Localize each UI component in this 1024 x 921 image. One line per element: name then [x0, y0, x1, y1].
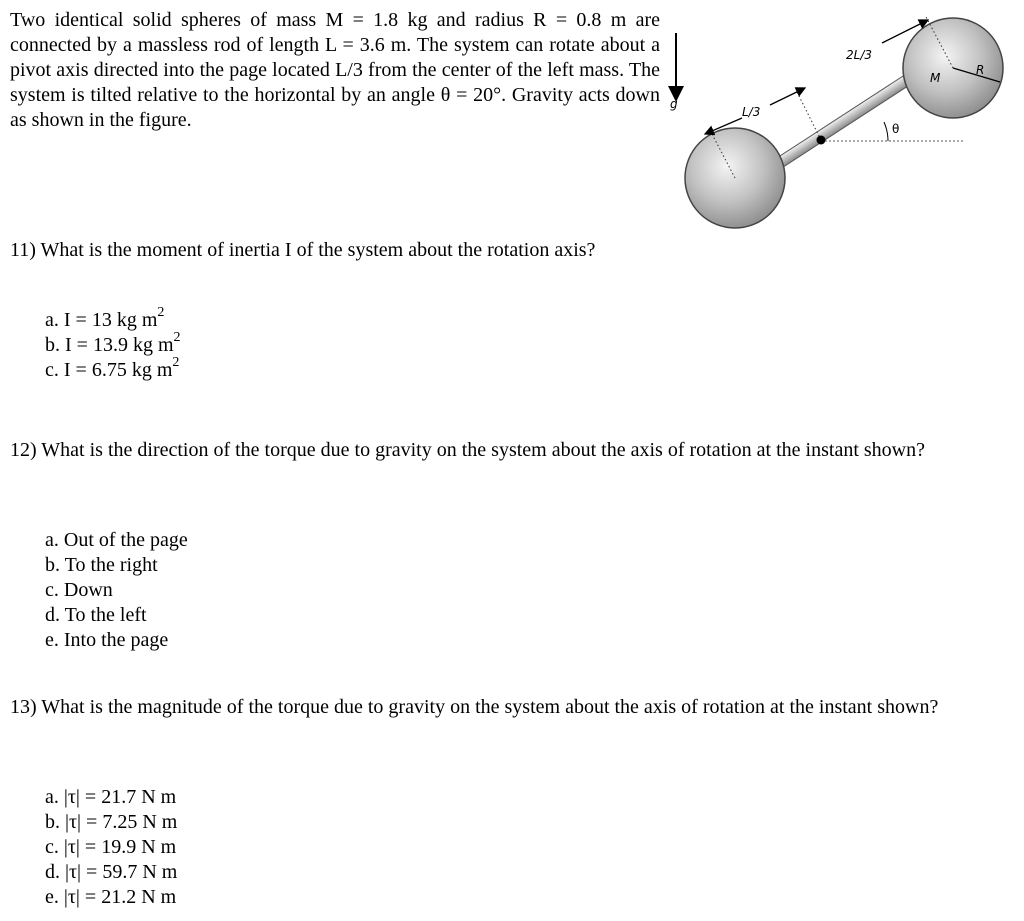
two-l3-label: 2L/3 [846, 48, 872, 62]
option-11c-exponent: 2 [172, 355, 180, 371]
question-12-stem: 12) What is the direction of the torque due to gravity on the system about the axis of rotation at the instant shown? [10, 439, 925, 461]
rod [777, 76, 909, 167]
radius-label: R [976, 63, 985, 77]
option-11b-exponent: 2 [173, 330, 181, 346]
option-11a-exponent: 2 [157, 305, 165, 321]
question-12-options [45, 528, 188, 653]
question-13 [10, 695, 990, 720]
question-11-stem: 11) What is the moment of inertia I of the system about the rotation axis? [10, 239, 596, 261]
theta-label: θ [892, 122, 900, 136]
option-11a-text: a. I = 13 kg m [45, 309, 158, 331]
problem-intro: Two identical solid spheres of mass M = 1.8 kg and radius R = 0.8 m are connected by a massless rod of length L = 3.6 m. The system can rotate about a pivot axis directed into the page located L/3 from the center of the left mass. The system is tilted relative to the horizontal by an angle θ = 20°. Gravity acts down as shown in the figure. [10, 9, 660, 131]
question-11 [10, 238, 990, 263]
option-13c[interactable]: c. |τ| = 19.9 N m [45, 836, 177, 858]
option-11c-text: c. I = 6.75 kg m [45, 359, 173, 381]
option-12a[interactable]: a. Out of the page [45, 529, 188, 551]
option-13d[interactable]: d. |τ| = 59.7 N m [45, 861, 178, 883]
option-13b[interactable]: b. |τ| = 7.25 N m [45, 811, 178, 833]
option-12d[interactable]: d. To the left [45, 604, 147, 626]
pivot-dotted [797, 92, 821, 140]
gravity-label: g [670, 97, 678, 111]
option-11b-text: b. I = 13.9 kg m [45, 334, 174, 356]
option-12b[interactable]: b. To the right [45, 554, 158, 576]
question-12 [10, 438, 990, 463]
option-11c[interactable] [45, 355, 181, 383]
dumbbell-figure [660, 0, 1024, 250]
option-12e[interactable]: e. Into the page [45, 629, 169, 651]
option-12c[interactable]: c. Down [45, 579, 113, 601]
option-13a[interactable]: a. |τ| = 21.7 N m [45, 786, 177, 808]
question-11-options [45, 305, 181, 383]
pivot-point [817, 136, 826, 145]
option-11a[interactable] [45, 305, 181, 333]
l3-label: L/3 [742, 105, 761, 119]
mass-label: M [930, 71, 941, 85]
question-13-stem: 13) What is the magnitude of the torque due to gravity on the system about the axis of rotation at the instant shown? [10, 696, 939, 718]
question-13-options [45, 785, 177, 910]
angle-arc [884, 122, 888, 141]
option-13e[interactable]: e. |τ| = 21.2 N m [45, 886, 177, 908]
option-11b[interactable] [45, 330, 181, 358]
